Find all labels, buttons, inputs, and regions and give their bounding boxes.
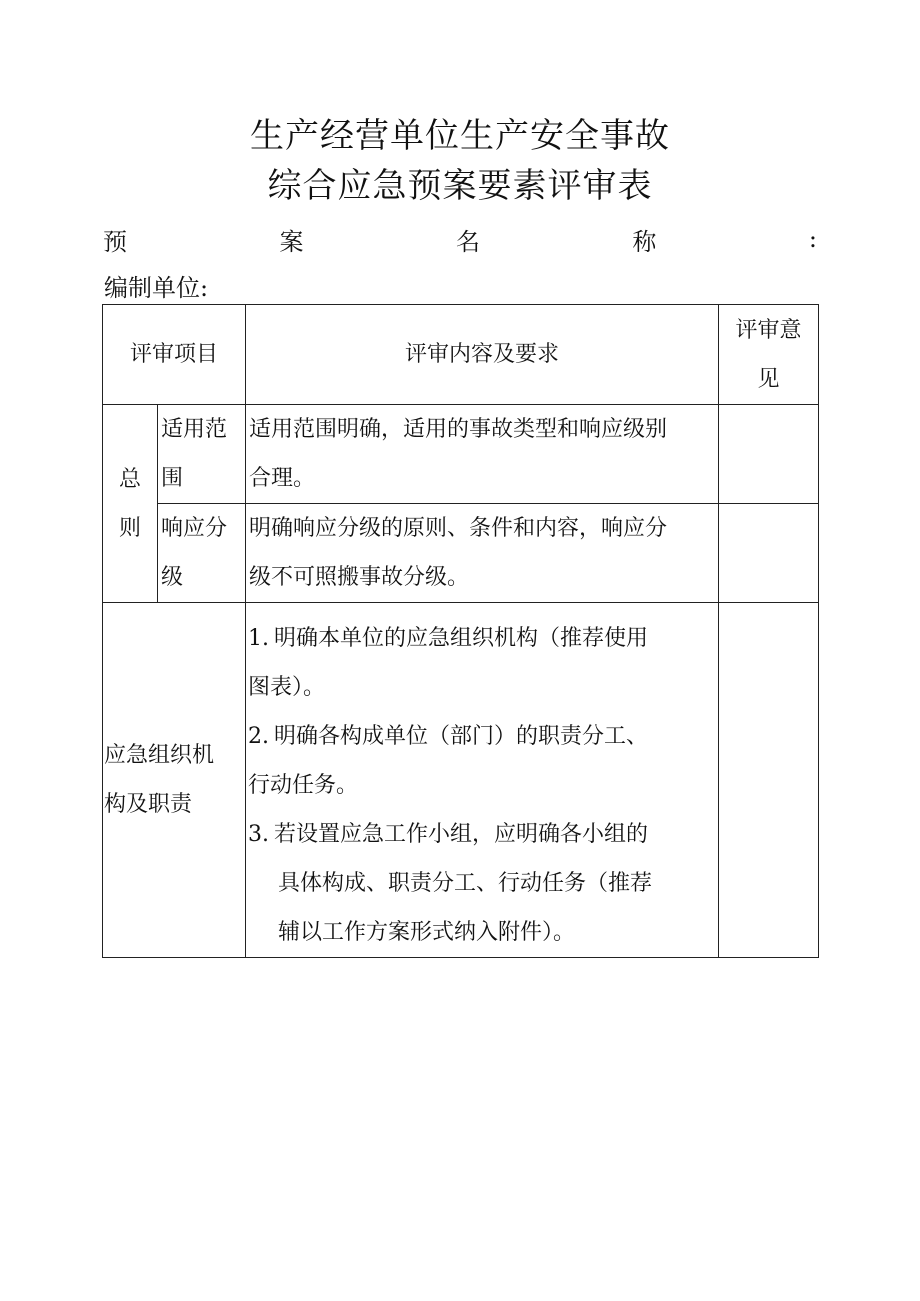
content-scope-line1: 适用范围明确，适用的事故类型和响应级别 — [249, 417, 668, 442]
subitem-scope-line1: 适用范 — [161, 417, 228, 442]
plan-name-char: 称 — [632, 227, 657, 256]
list-item — [248, 712, 718, 761]
subitem-response-line1: 响应分 — [161, 516, 228, 541]
header-opinion-line1: 评审意 — [735, 317, 802, 343]
header-row — [103, 305, 819, 405]
section-organization-line2: 构及职责 — [104, 792, 193, 817]
list-item — [248, 810, 718, 859]
list-item-continuation: 辅以工作方案形式纳入附件）。 — [278, 920, 576, 945]
content-scope-line2: 合理。 — [249, 466, 316, 491]
plan-name-char: 预 — [103, 227, 127, 256]
list-item-text: 若设置应急工作小组，应明确各小组的 — [274, 822, 649, 847]
opinion-cell-scope[interactable] — [719, 405, 819, 504]
document-title-line1: 生产经营单位生产安全事故 — [250, 116, 670, 156]
section-organization — [103, 603, 246, 958]
opinion-cell-organization[interactable] — [719, 603, 819, 958]
section-general — [103, 405, 158, 603]
review-table — [102, 304, 819, 958]
plan-name-field — [103, 222, 817, 256]
header-opinion-line2: 见 — [757, 366, 780, 392]
plan-name-char: : — [808, 225, 817, 253]
list-item-text: 明确各构成单位（部门）的职责分工、 — [274, 724, 649, 749]
header-item: 评审项目 — [103, 305, 246, 405]
subitem-scope-line2: 围 — [161, 466, 184, 491]
section-general-line2: 则 — [118, 515, 141, 541]
list-item-continuation: 图表）。 — [248, 675, 326, 700]
content-scope — [246, 405, 719, 504]
plan-name-char: 案 — [279, 227, 304, 256]
content-response-level — [246, 504, 719, 603]
list-item-continuation: 具体构成、职责分工、行动任务（推荐 — [278, 871, 653, 896]
section-general-line1: 总 — [118, 466, 141, 492]
opinion-cell-response-level[interactable] — [719, 504, 819, 603]
table-row — [103, 504, 819, 603]
header-content: 评审内容及要求 — [246, 305, 719, 405]
subitem-scope — [158, 405, 246, 504]
list-item-number: 3. — [248, 822, 270, 847]
content-organization — [246, 603, 719, 958]
section-organization-line1: 应急组织机 — [104, 743, 215, 768]
document-title-line2: 综合应急预案要素评审表 — [267, 166, 653, 206]
table-row — [103, 603, 819, 958]
subitem-response-line2: 级 — [161, 565, 184, 590]
list-item-number: 2. — [248, 724, 270, 749]
list-item-number: 1. — [248, 626, 270, 651]
list-item-continuation: 行动任务。 — [248, 773, 359, 798]
list-item — [248, 614, 718, 663]
content-response-line2: 级不可照搬事故分级。 — [249, 565, 470, 590]
header-opinion — [719, 305, 819, 405]
table-row — [103, 405, 819, 504]
content-response-line1: 明确响应分级的原则、条件和内容，响应分 — [249, 516, 668, 541]
subitem-response-level — [158, 504, 246, 603]
compile-unit-label: 编制单位: — [104, 274, 209, 302]
plan-name-char: 名 — [455, 227, 480, 256]
list-item-text: 明确本单位的应急组织机构（推荐使用 — [274, 626, 649, 651]
